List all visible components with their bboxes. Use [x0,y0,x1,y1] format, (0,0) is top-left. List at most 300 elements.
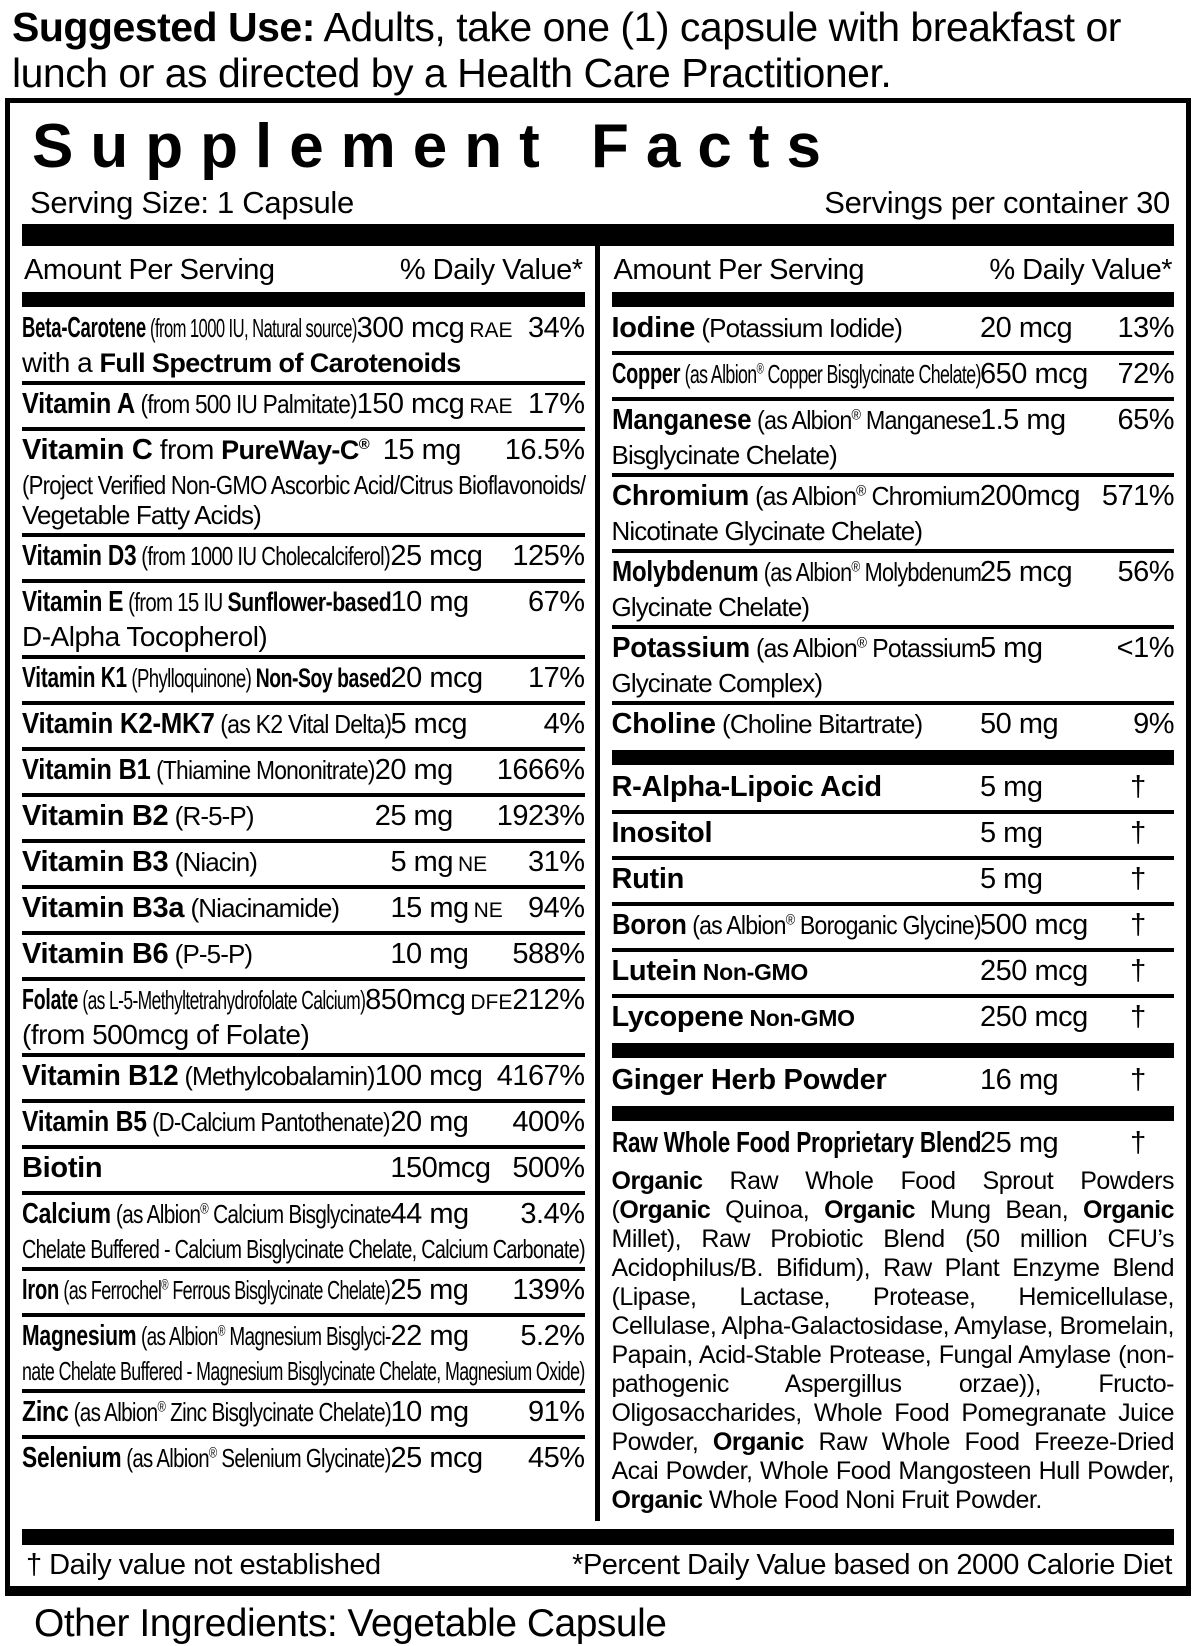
nutrient-daily-value: 67% [527,586,585,618]
text-segment: Vitamin B12 [22,1060,179,1092]
amount-value: 150mcg [390,1152,491,1184]
section-divider-bar [612,1043,1175,1058]
nutrient-amount [980,1002,1102,1032]
text-segment: (as Albion® Magnesium Bisglyci- [136,1321,391,1351]
nutrient-daily-value: 34% [527,312,585,344]
amount-value: 10 mg [390,938,469,970]
registered-mark: ® [217,1323,225,1340]
blend-description [612,1163,1175,1518]
text-segment: nate Chelate Buffered - Magnesium Bisglycinate Chelate, Magnesium Oxide) [22,1356,585,1386]
nutrient-row [22,1389,585,1435]
suggested-use-line1 [12,4,1188,50]
text-segment: Non-GMO [696,959,808,985]
registered-mark: ® [785,912,794,929]
amount-value: 500 mcg [980,909,1088,941]
nutrient-name [22,984,366,1020]
nutrient-daily-value: 13% [1117,312,1174,344]
text-segment: (as Albion® Zinc Bisglycinate Chelate) [68,1397,392,1427]
text-segment: Zinc [22,1396,69,1428]
nutrient-amount [391,1199,513,1229]
text-segment: with a [22,347,100,378]
nutrient-name [611,404,981,440]
column-header [612,246,1175,292]
amount-value: 650 mcg [980,358,1088,390]
registered-mark: ® [851,407,860,424]
text-segment: Organic [824,1196,916,1224]
amount-value: 25 mg [374,800,453,832]
text-segment: (P-5-P) [168,939,253,969]
nutrient-name [22,586,392,622]
nutrient-row [612,309,1175,351]
nutrient-name [611,632,981,668]
right-column [600,246,1175,1521]
nutrient-amount [980,864,1102,894]
registered-mark: ® [208,1445,217,1462]
text-segment: D-Alpha Tocopherol) [22,621,268,652]
amount-value: 150 mcg [356,388,465,420]
amount-value: 5 mcg [390,708,467,740]
text-segment: Organic [619,1196,711,1224]
nutrient-daily-value: † [1130,909,1146,941]
text-segment: (as Albion® Boroganic Glycine) [686,910,981,940]
text-segment: Potassium [611,632,750,664]
text-segment: Vitamin E [22,586,124,618]
nutrient-name [612,709,981,744]
amount-value: 5 mg [980,817,1043,849]
amount-value: 22 mg [390,1320,469,1352]
text-segment: Calcium [22,1198,111,1230]
text-segment: (Potassium Iodide) [695,313,902,343]
amount-value: 200mcg [979,480,1080,512]
text-segment: Lutein [611,955,697,987]
text-segment: Full Spectrum of Carotenoids [99,348,461,378]
amount-value: 25 mcg [980,556,1073,588]
text-segment: Chromium [611,480,749,512]
footnote-percent-dv: *Percent Daily Value based on 2000 Calorie Diet [572,1549,1172,1581]
amount-value: 25 mg [390,1274,469,1306]
nutrient-amount [390,541,512,571]
text-segment: (as L-5-Methyltetrahydrofolate Calcium) [78,985,366,1015]
nutrient-name [612,1002,981,1037]
amount-unit-suffix: NE [457,853,488,876]
nutrient-name [611,358,981,394]
nutrient-daily-value: † [1130,1127,1146,1159]
nutrient-daily-value: 5.2% [520,1320,585,1352]
footnote-dagger: † Daily value not established [26,1549,381,1581]
text-segment: PureWay-C® [221,435,370,465]
nutrient-name [22,893,391,928]
nutrient-amount [980,405,1102,435]
text-segment: Vitamin C [22,434,153,466]
nutrient-columns [10,246,1186,1521]
nutrient-row [22,885,585,931]
text-segment: Boron [611,909,687,941]
nutrient-amount [375,1061,497,1091]
nutrient-row [22,1053,585,1099]
text-segment: (Phylloquinone) [126,663,256,693]
nutrient-amount [390,1275,512,1305]
nutrient-amount [980,1065,1102,1095]
amount-value: 5 mg [980,771,1043,803]
header-bar [612,292,1175,307]
suggested-use-label: Suggested Use: [12,4,315,50]
amount-unit-suffix: NE [473,899,503,922]
serving-row [10,184,1186,224]
nutrient-amount [980,818,1102,848]
text-segment: (as Albion® Potassium [749,633,981,663]
text-segment: (as Albion® Copper Bisglycinate Chelate) [679,359,981,389]
text-segment: Sunflower-based [227,587,392,617]
nutrient-daily-value: † [1130,1001,1146,1033]
nutrient-daily-value: † [1130,863,1146,895]
nutrient-daily-value: 571% [1101,480,1174,512]
nutrient-amount [980,772,1102,802]
nutrient-row [612,701,1175,747]
nutrient-name [22,540,391,576]
suggested-use-text: Adults, take one (1) capsule with breakfast or [314,4,1121,50]
nutrient-daily-value: 1666% [496,754,585,786]
nutrient-name [612,772,981,807]
nutrient-daily-value: 17% [527,662,585,694]
text-segment: Raw Whole Food Freeze-Dried Acai Powder, Whole Food Mangosteen Hull Powder, [611,1428,1174,1485]
daily-value-header: % Daily Value* [989,254,1172,286]
text-segment: (as K2 Vital Delta) [214,709,392,739]
nutrient-row [22,427,585,533]
text-segment: Raw Whole Food Sprout Powders ( [611,1167,1174,1224]
nutrient-name [22,939,390,974]
nutrient-row [22,747,585,793]
nutrient-amount [391,587,513,617]
text-segment: Vitamin D3 [22,540,137,572]
nutrient-row [22,839,585,885]
nutrient-name [22,1106,390,1142]
registered-mark: ® [850,559,859,576]
nutrient-row [612,902,1175,948]
nutrient-row [22,1313,585,1389]
text-segment: Lycopene [611,1001,744,1033]
servings-per-container: Servings per container 30 [824,185,1170,220]
daily-value-header: % Daily Value* [399,254,583,286]
text-segment: (Project Verified Non-GMO Ascorbic Acid/Citrus Bioflavonoids/ [22,470,586,500]
text-segment: Vitamin A [22,388,135,420]
nutrient-row [22,579,585,655]
text-segment: (as Albion® Chromium [748,481,980,511]
divider-bar-top [22,224,1174,246]
nutrient-name [611,909,981,945]
text-segment: Millet), Raw Probiotic Blend (50 million CFU’s Acidophilus/B. Bifidum), Raw Plant Enzyme Blend (Lipase, Lactase, Protease, Hemicellulase, Cellulase, Alpha-Galactosidase, Amylase, Bromelain, Papain, Acid-Stable Protease, Fungal Amylase (non-pathogenic Aspergillus orzae)), Fructo-Oligosaccharides, Whole Food Pomegranate Juice Powder, [611,1225,1174,1456]
nutrient-name [22,1060,375,1096]
text-segment: Whole Food Noni Fruit Powder. [702,1486,1042,1514]
nutrient-name [22,801,375,836]
nutrient-name [612,956,981,991]
nutrient-amount [357,389,513,422]
text-segment: Raw Whole Food Proprietary Blend [611,1127,981,1159]
nutrient-amount [357,313,513,346]
amount-unit-suffix: RAE [469,395,513,418]
nutrient-row [612,856,1175,902]
nutrient-name [22,708,392,744]
column-header [22,246,585,292]
panel-title: Supplement Facts [32,112,838,181]
nutrient-name [612,1065,981,1100]
nutrient-amount [391,709,513,739]
nutrient-row [612,810,1175,856]
registered-mark: ® [358,437,370,453]
nutrient-amount [980,709,1102,739]
nutrient-amount [980,313,1102,343]
text-segment: Vitamin B1 [22,754,151,786]
nutrient-row [22,793,585,839]
text-segment: Rutin [611,863,685,895]
nutrient-amount [391,1321,513,1351]
nutrient-row [612,994,1175,1040]
text-segment: Non-Soy based [255,663,391,693]
text-segment: (Thiamine Mononitrate) [150,755,375,785]
amount-value: 25 mcg [390,1442,483,1474]
nutrient-name [22,847,391,882]
nutrient-row [22,1145,585,1191]
nutrient-name [22,662,391,698]
text-segment: Copper [611,358,680,390]
nutrient-daily-value: 212% [512,984,585,1016]
nutrient-daily-value: 56% [1117,556,1174,588]
text-segment: Choline [611,708,716,740]
text-segment: (as Albion® Manganese [750,405,981,435]
nutrient-daily-value: 45% [527,1442,585,1474]
right-rows [612,309,1175,1521]
text-segment: (R-5-P) [168,801,254,831]
amount-value: 25 mg [980,1127,1059,1159]
nutrient-name-continuation [22,1356,585,1386]
nutrient-amount [980,359,1102,389]
nutrient-amount [391,847,513,880]
amount-unit-suffix: RAE [469,319,513,342]
nutrient-daily-value: <1% [1116,632,1174,664]
nutrient-row [612,473,1175,549]
text-segment: Nicotinate Glycinate Chelate) [611,516,923,546]
nutrient-daily-value: † [1130,817,1146,849]
nutrient-name [22,1274,391,1310]
nutrient-row [22,1267,585,1313]
nutrient-name-continuation [612,668,1175,698]
header-bar [22,292,585,307]
amount-value: 10 mg [390,1396,469,1428]
text-segment: (as Albion® Calcium Bisglycinate [110,1199,392,1229]
text-segment: (from 1000 IU Cholecalciferol) [136,541,391,571]
divider-bar-bottom [22,1529,1174,1545]
nutrient-row [612,948,1175,994]
nutrient-daily-value: 400% [512,1106,585,1138]
text-segment: (from 1000 IU, Natural source) [146,313,357,343]
nutrient-row [22,977,585,1053]
text-segment: (from 15 IU [123,587,228,617]
nutrient-daily-value: 17% [527,388,585,420]
other-ingredients: Other Ingredients: Vegetable Capsule [34,1602,667,1645]
text-segment: Iron [22,1274,60,1306]
text-segment: Vitamin B3 [22,846,169,878]
nutrient-name-continuation [612,440,1175,470]
nutrient-daily-value: 9% [1133,708,1174,740]
amount-per-serving-header: Amount Per Serving [613,254,865,286]
nutrient-amount [980,1128,1102,1158]
nutrient-daily-value: 31% [527,846,585,878]
nutrient-amount [365,985,512,1018]
nutrient-row [22,533,585,579]
amount-value: 15 mg [390,892,469,924]
amount-value: 100 mcg [374,1060,483,1092]
nutrient-daily-value: † [1130,1064,1146,1096]
registered-mark: ® [157,1399,166,1416]
text-segment: Vitamin B6 [22,938,169,970]
nutrient-row [22,381,585,427]
text-segment: Iodine [611,312,696,344]
nutrient-name-continuation [22,1020,585,1050]
text-segment: Magnesium [22,1320,137,1352]
text-segment: (D-Calcium Pantothenate) [146,1107,390,1137]
text-segment: (as Ferrochel® Ferrous Bisglycinate Chelate) [59,1275,391,1305]
text-segment: Non-GMO [743,1005,855,1031]
amount-value: 250 mcg [980,955,1088,987]
nutrient-amount [980,481,1102,511]
nutrient-amount [390,1153,512,1183]
amount-value: 20 mg [390,1106,469,1138]
text-segment: from [152,434,222,465]
nutrient-name [611,556,981,592]
text-segment: Vegetable Fatty Acids) [22,500,261,530]
nutrient-daily-value: 16.5% [504,434,585,466]
nutrient-row [612,1124,1175,1521]
left-rows [22,309,585,1481]
nutrient-amount [390,939,512,969]
nutrient-amount [383,435,505,465]
nutrient-row [612,625,1175,701]
text-segment: (Niacin) [168,847,258,877]
footnotes [10,1545,1186,1586]
registered-mark: ® [756,361,763,378]
amount-per-serving-header: Amount Per Serving [24,254,275,286]
nutrient-daily-value: 3.4% [520,1198,585,1230]
text-segment: Organic [611,1167,703,1195]
text-segment: Vitamin K1 [22,662,127,694]
text-segment: Glycinate Chelate) [611,592,810,622]
nutrient-daily-value: 125% [512,540,585,572]
text-segment: (Niacinamide) [184,893,340,923]
text-segment: Quinoa, [710,1196,825,1224]
nutrient-row [22,1435,585,1481]
text-segment: Bisglycinate Chelate) [611,440,837,470]
nutrient-name-continuation [612,592,1175,622]
amount-value: 44 mg [390,1198,469,1230]
nutrient-daily-value: † [1130,955,1146,987]
nutrient-row [22,655,585,701]
supplement-facts-panel [5,98,1191,1596]
amount-value: 5 mg [390,846,453,878]
amount-unit-suffix: DFE [470,991,513,1014]
registered-mark: ® [200,1201,209,1218]
text-segment: Organic [611,1486,703,1514]
text-segment: Vitamin K2-MK7 [22,708,215,740]
nutrient-daily-value: 588% [512,938,585,970]
registered-mark: ® [161,1277,168,1294]
text-segment: Chelate Buffered - Calcium Bisglycinate Chelate, Calcium Carbonate) [22,1234,585,1264]
nutrient-daily-value: † [1130,771,1146,803]
nutrient-name [22,1153,390,1188]
nutrient-name-continuation [22,1234,585,1264]
text-segment: Ginger Herb Powder [611,1064,887,1096]
text-segment: (as Albion® Selenium Glycinate) [121,1443,391,1473]
nutrient-name [611,480,980,516]
text-segment: Inositol [611,817,713,849]
amount-value: 16 mg [980,1064,1059,1096]
text-segment: Molybdenum [611,556,758,588]
nutrient-amount [391,893,513,926]
nutrient-amount [391,663,513,693]
amount-value: 250 mcg [980,1001,1088,1033]
nutrient-daily-value: 4167% [496,1060,585,1092]
text-segment: Biotin [22,1152,103,1184]
nutrient-name [612,818,981,853]
amount-value: 850mcg [365,984,466,1016]
text-segment: (Choline Bitartrate) [715,709,923,739]
amount-value: 5 mg [980,632,1043,664]
nutrient-row [22,309,585,381]
text-segment: Vitamin B2 [22,800,169,832]
nutrient-name [22,1396,392,1432]
text-segment: Organic [1083,1196,1174,1224]
text-segment: Organic [712,1428,804,1456]
nutrient-row [22,1099,585,1145]
nutrient-name-continuation [22,500,585,530]
section-divider-bar [612,1106,1175,1121]
nutrient-row [22,931,585,977]
nutrient-daily-value: 4% [543,708,585,740]
nutrient-row [22,701,585,747]
nutrient-name-continuation [22,622,585,652]
nutrient-amount [391,1443,513,1473]
nutrient-row [22,1191,585,1267]
nutrient-name [22,435,383,470]
amount-value: 50 mg [980,708,1059,740]
nutrient-daily-value: 65% [1117,404,1174,436]
nutrient-daily-value: 72% [1117,358,1174,390]
nutrient-amount [980,557,1102,587]
left-column [22,246,595,1521]
nutrient-row [612,768,1175,810]
nutrient-row [612,549,1175,625]
registered-mark: ® [856,635,866,652]
text-segment: Glycinate Complex) [611,668,823,698]
amount-value: 5 mg [980,863,1043,895]
text-segment: Beta-Carotene [22,312,147,344]
text-segment: Manganese [611,404,751,436]
amount-value: 300 mcg [356,312,465,344]
nutrient-name [22,1320,391,1356]
nutrient-row [612,397,1175,473]
amount-value: 20 mcg [390,662,483,694]
text-segment: Vitamin B5 [22,1106,147,1138]
amount-value: 25 mcg [390,540,483,572]
amount-value: 20 mcg [980,312,1073,344]
nutrient-name [22,754,375,790]
text-segment: (from 500 IU Palmitate) [134,389,357,419]
nutrient-amount [391,1397,513,1427]
registered-mark: ® [855,483,865,500]
text-segment: R-Alpha-Lipoic Acid [611,771,882,803]
nutrient-amount [980,910,1102,940]
suggested-use-line2: lunch or as directed by a Health Care Practitioner. [12,50,892,96]
nutrient-daily-value: 91% [527,1396,585,1428]
nutrient-amount [390,1107,512,1137]
